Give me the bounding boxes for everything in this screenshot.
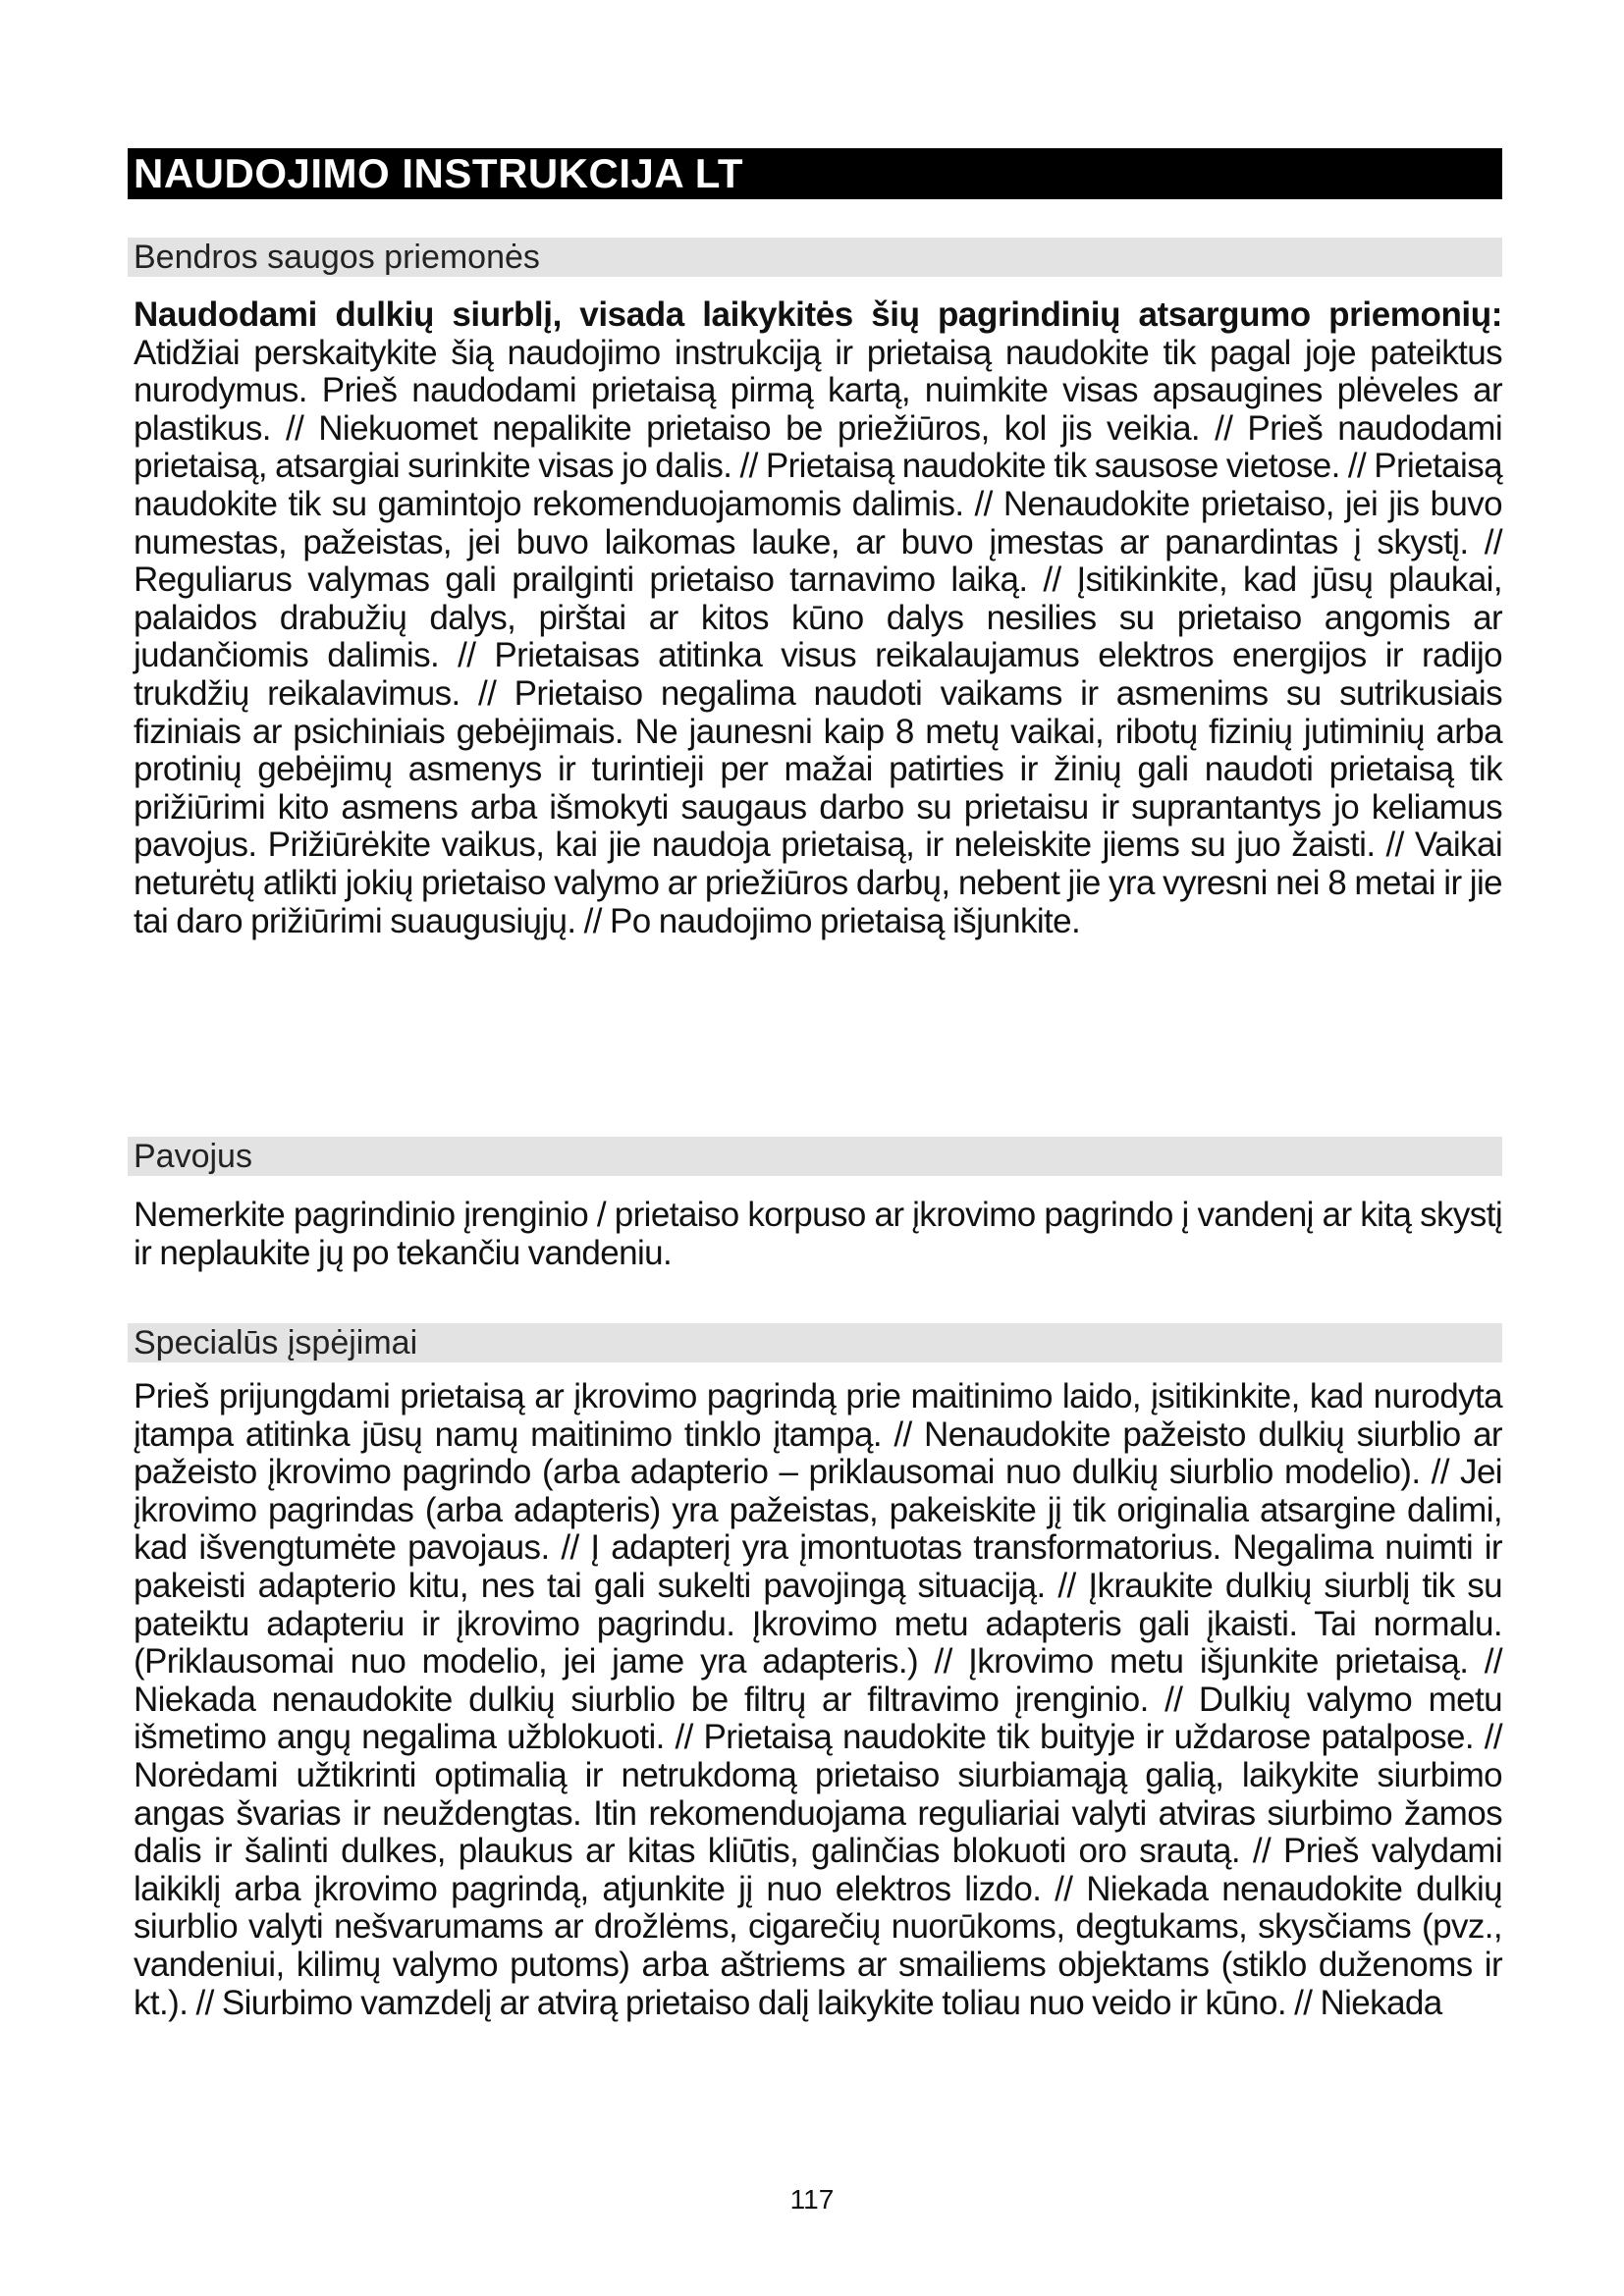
section-body-special-warnings bbox=[134, 1378, 1502, 2022]
section-heading-general-safety: Bendros saugos priemonės bbox=[128, 238, 1502, 277]
section-text-danger: Nemerkite pagrindinio įrenginio / prietaiso korpuso ar įkrovimo pagrindo į vandenį ar kitą skystį ir neplaukite jų po tekančiu vandeniu. bbox=[134, 1196, 1502, 1272]
section-heading-special-warnings: Specialūs įspėjimai bbox=[128, 1323, 1502, 1362]
section-body-danger bbox=[134, 1197, 1502, 1272]
section-heading-danger: Pavojus bbox=[128, 1137, 1502, 1176]
section-body-general-safety bbox=[134, 296, 1502, 940]
section-lead-general-safety: Naudodami dulkių siurblį, visada laikykitės šių pagrindinių atsargumo priemonių: bbox=[134, 295, 1502, 334]
section-text-general-safety: Atidžiai perskaitykite šią naudojimo instrukciją ir prietaisą naudokite tik pagal joje pateiktus nurodymus. Prieš naudodami prietaisą pirmą kartą, nuimkite visas apsaugines plėveles ar plastikus. // Niekuomet nepalikite prietaiso be priežiūros, kol jis veikia. // Prieš naudodami prietaisą, atsargiai surinkite visas jo dalis. // Prietaisą naudokite tik sausose vietose. // Prietaisą naudokite tik su gamintojo rekomenduojamomis dalimis. // Nenaudokite prietaiso, jei jis buvo numestas, pažeistas, jei buvo laikomas lauke, ar buvo įmestas ar panardintas į skystį. // Reguliarus valymas gali prailginti prietaiso tarnavimo laiką. // Įsitikinkite, kad jūsų plaukai, palaidos drabužių dalys, pirštai ar kitos kūno dalys nesilies su prietaiso angomis ar judančiomis dalimis. // Prietaisas atitinka visus reikalaujamus elektros energijos ir radijo trukdžių reikalavimus. // Prietaiso negalima naudoti vaikams ir asmenims su sutrikusiais fiziniais ar psichiniais gebėjimais. Ne jaunesni kaip 8 metų vaikai, ribotų fizinių jutiminių arba protinių gebėjimų asmenys ir turintieji per mažai patirties ir žinių gali naudoti prietaisą tik prižiūrimi kito asmens arba išmokyti saugaus darbo su prietaisu ir suprantantys jo keliamus pavojus. Prižiūrėkite vaikus, kai jie naudoja prietaisą, ir neleiskite jiems su juo žaisti. // Vaikai neturėtų atlikti jokių prietaiso valymo ar priežiūros darbų, nebent jie yra vyresni nei 8 metai ir jie tai daro prižiūrimi suaugusiųjų. // Po naudojimo prietaisą išjunkite. bbox=[134, 333, 1502, 940]
section-text-special-warnings: Prieš prijungdami prietaisą ar įkrovimo pagrindą prie maitinimo laido, įsitikinkite, kad nurodyta įtampa atitinka jūsų namų maitinimo tinklo įtampą. // Nenaudokite pažeisto dulkių siurblio ar pažeisto įkrovimo pagrindo (arba adapterio – priklausomai nuo dulkių siurblio modelio). // Jei įkrovimo pagrindas (arba adapteris) yra pažeistas, pakeiskite jį tik originalia atsargine dalimi, kad išvengtumėte pavojaus. // Į adapterį yra įmontuotas transformatorius. Negalima nuimti ir pakeisti adapterio kitu, nes tai gali sukelti pavojingą situaciją. // Įkraukite dulkių siurblį tik su pateiktu adapteriu ir įkrovimo pagrindu. Įkrovimo metu adapteris gali įkaisti. Tai normalu. (Priklausomai nuo modelio, jei jame yra adapteris.) // Įkrovimo metu išjunkite prietaisą. // Niekada nenaudokite dulkių siurblio be filtrų ar filtravimo įrenginio. // Dulkių valymo metu išmetimo angų negalima užblokuoti. // Prietaisą naudokite tik buityje ir uždarose patalpose. // Norėdami užtikrinti optimalią ir netrukdomą prietaiso siurbiamąją galią, laikykite siurbimo angas švarias ir neuždengtas. Itin rekomenduojama reguliariai valyti atviras siurbimo žamos dalis ir šalinti dulkes, plaukus ar kitas kliūtis, galinčias blokuoti oro srautą. // Prieš valydami laikiklį arba įkrovimo pagrindą, atjunkite jį nuo elektros lizdo. // Niekada nenaudokite dulkių siurblio valyti nešvarumams ar drožlėms, cigarečių nuorūkoms, degtukams, skysčiams (pvz., vandeniui, kilimų valymo putoms) arba aštriems ar smailiems objektams (stiklo duženoms ir kt.). // Siurbimo vamzdelį ar atvirą prietaiso dalį laikykite toliau nuo veido ir kūno. // Niekada bbox=[134, 1377, 1502, 2022]
page-title: NAUDOJIMO INSTRUKCIJA LT bbox=[128, 148, 1502, 199]
page-number: 117 bbox=[789, 2184, 835, 2215]
